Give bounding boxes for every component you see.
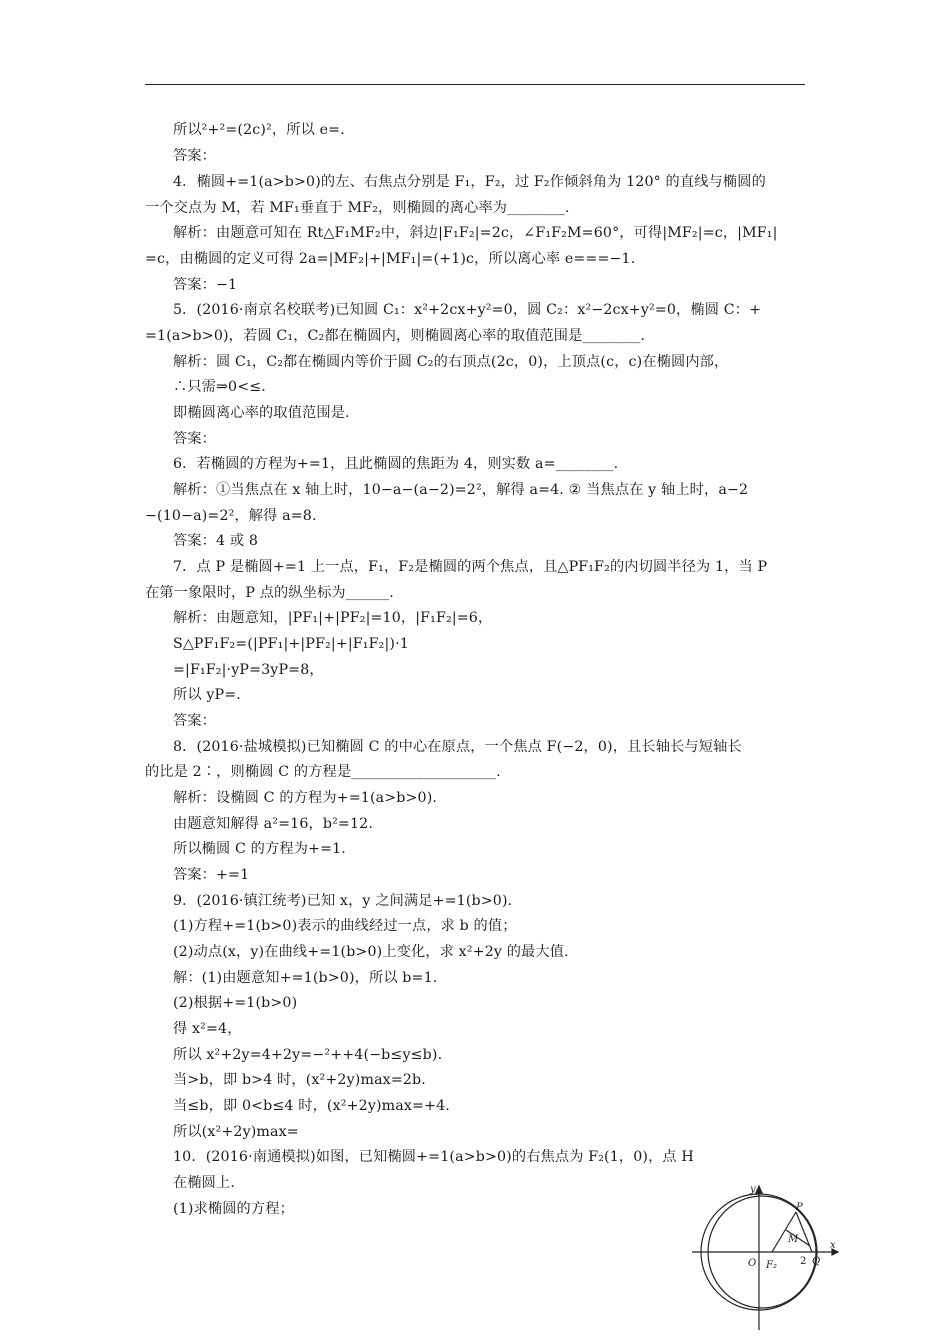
ellipse-figure [690,1182,840,1332]
text-line: 所以²+²=(2c)²，所以 e=. [173,122,345,138]
header-rule [145,84,805,85]
label-q: Q [812,1256,821,1267]
text-line: 当≤b，即 0<b≤4 时，(x²+2y)max=+4. [173,1098,450,1114]
text-line: 所以椭圆 C 的方程为+=1. [173,841,346,857]
text-line: 答案：−1 [173,277,238,293]
label-m: M [788,1234,799,1245]
text-line: 答案：4 或 8 [173,533,259,549]
text-line: 答案： [173,148,217,164]
text-line: 一个交点为 M，若 MF₁垂直于 MF₂，则椭圆的离心率为________. [145,200,570,216]
text-line: =1(a>b>0)，若圆 C₁，C₂都在椭圆内，则椭圆离心率的取值范围是________. [145,328,646,344]
text-line: (1)方程+=1(b>0)表示的曲线经过一点，求 b 的值； [173,918,517,934]
text-line: 解析：设椭圆 C 的方程为+=1(a>b>0). [173,790,438,806]
label-o: O [748,1258,757,1269]
text-line: 答案： [173,713,217,729]
text-line: 解析：由题意知，|PF₁|+|PF₂|=10，|F₁F₂|=6， [173,610,493,626]
label-f2: F₂ [766,1260,777,1271]
text-line: (2)根据+=1(b>0) [173,995,298,1011]
text-line: 的比是 2∶，则椭圆 C 的方程是____________________. [145,764,501,780]
text-line: 6．若椭圆的方程为+=1，且此椭圆的焦距为 4，则实数 a=________. [173,456,619,472]
text-line: 解析：圆 C₁，C₂都在椭圆内等价于圆 C₂的右顶点(2c，0)，上顶点(c，c)在椭圆内部， [173,354,729,370]
text-line: =c，由椭圆的定义可得 2a=|MF₂|+|MF₁|=(+1)c，所以离心率 e===−1. [145,251,636,267]
text-line: 答案：+=1 [173,867,250,883]
text-line: 8．(2016·盐城模拟)已知椭圆 C 的中心在原点，一个焦点 F(−2，0)，且长轴长与短轴长 [173,739,742,755]
text-line: −(10−a)=2²，解得 a=8. [145,508,317,524]
text-line: 解析：①当焦点在 x 轴上时，10−a−(a−2)=2²，解得 a=4. ② 当焦点在 y 轴上时，a−2 [173,482,749,498]
text-line: 所以(x²+2y)max= [173,1124,299,1140]
text-line: 在第一象限时，P 点的纵坐标为______. [145,585,394,601]
label-two: 2 [800,1256,807,1267]
text-line: 所以 x²+2y=4+2y=−²++4(−b≤y≤b). [173,1047,443,1063]
text-line: 解：(1)由题意知+=1(b>0)，所以 b=1. [173,970,438,986]
text-line: 5．(2016·南京名校联考)已知圆 C₁：x²+2cx+y²=0，圆 C₂：x²−2cx+y²=0，椭圆 C：+ [173,302,762,318]
text-line: 所以 yP=. [173,687,241,703]
text-line: (1)求椭圆的方程； [173,1201,294,1217]
text-line: 即椭圆离心率的取值范围是. [173,405,350,421]
text-line: 10．(2016·南通模拟)如图，已知椭圆+=1(a>b>0)的右焦点为 F₂(1，0)，点 H [173,1149,694,1165]
text-line: 当>b，即 b>4 时，(x²+2y)max=2b. [173,1072,426,1088]
text-line: 4．椭圆+=1(a>b>0)的左、右焦点分别是 F₁，F₂，过 F₂作倾斜角为 120° 的直线与椭圆的 [173,174,766,190]
text-line: 答案： [173,431,217,447]
text-line: (2)动点(x，y)在曲线+=1(b>0)上变化，求 x²+2y 的最大值. [173,944,569,960]
text-line: ∴只需⇒0<≤. [173,379,266,395]
y-axis-arrow [756,1186,762,1193]
label-p: P [796,1202,803,1213]
line-f2-p [772,1212,796,1252]
text-line: 7．点 P 是椭圆+=1 上一点，F₁，F₂是椭圆的两个焦点，且△PF₁F₂的内切圆半径为 1，当 P [173,559,768,575]
label-x: x [830,1240,836,1251]
text-line: =|F₁F₂|·yP=3yP=8， [173,662,324,678]
text-line: 解析：由题意可知在 Rt△F₁MF₂中，斜边|F₁F₂|=2c，∠F₁F₂M=60°，可得|MF₂|=c，|MF₁| [173,225,778,241]
text-line: 得 x²=4， [173,1021,242,1037]
text-line: 在椭圆上. [173,1175,236,1191]
text-line: S△PF₁F₂=(|PF₁|+|PF₂|+|F₁F₂|)·1 [173,636,409,652]
label-y: y [750,1184,756,1195]
text-line: 由题意知解得 a²=16，b²=12. [173,816,373,832]
text-line: 9．(2016·镇江统考)已知 x，y 之间满足+=1(b>0). [173,893,513,909]
